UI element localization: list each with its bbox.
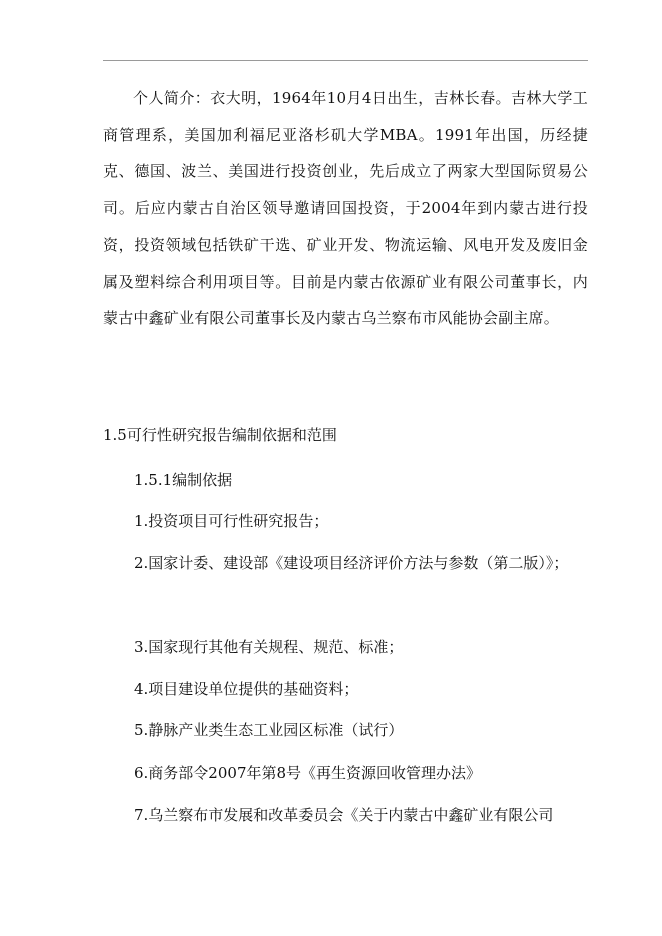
basis-item-7: 7.乌兰察布市发展和改革委员会《关于内蒙古中鑫矿业有限公司 xyxy=(134,806,554,824)
subsection-heading: 1.5.1编制依据 xyxy=(134,471,233,489)
header-rule xyxy=(103,60,588,61)
section-heading: 1.5可行性研究报告编制依据和范围 xyxy=(103,426,337,444)
basis-item-4: 4.项目建设单位提供的基础资料； xyxy=(134,680,359,698)
basis-item-5: 5.静脉产业类生态工业园区标准（试行） xyxy=(134,721,404,739)
basis-item-2: 2.国家计委、建设部《建设项目经济评价方法与参数（第二版）》； xyxy=(134,554,569,572)
intro-paragraph: 个人简介：衣大明，1964年10月4日出生，吉林长春。吉林大学工商管理系，美国加利福尼亚洛杉矶大学MBA。1991年出国，历经捷克、德国、波兰、美国进行投资创业，先后成立了两家大型国际贸易公司。后应内蒙古自治区领导邀请回国投资，于2004年到内蒙古进行投资，投资领域包括铁矿干选、矿业开发、物流运输、风电开发及废旧金属及塑料综合利用项目等。目前是内蒙古依源矿业有限公司董事长，内蒙古中鑫矿业有限公司董事长及内蒙古乌兰察布市风能协会副主席。 xyxy=(103,89,588,328)
basis-item-1: 1.投资项目可行性研究报告； xyxy=(134,512,329,530)
basis-item-3: 3.国家现行其他有关规程、规范、标准； xyxy=(134,638,404,656)
basis-item-6: 6.商务部令2007年第8号《再生资源回收管理办法》 xyxy=(134,764,482,782)
